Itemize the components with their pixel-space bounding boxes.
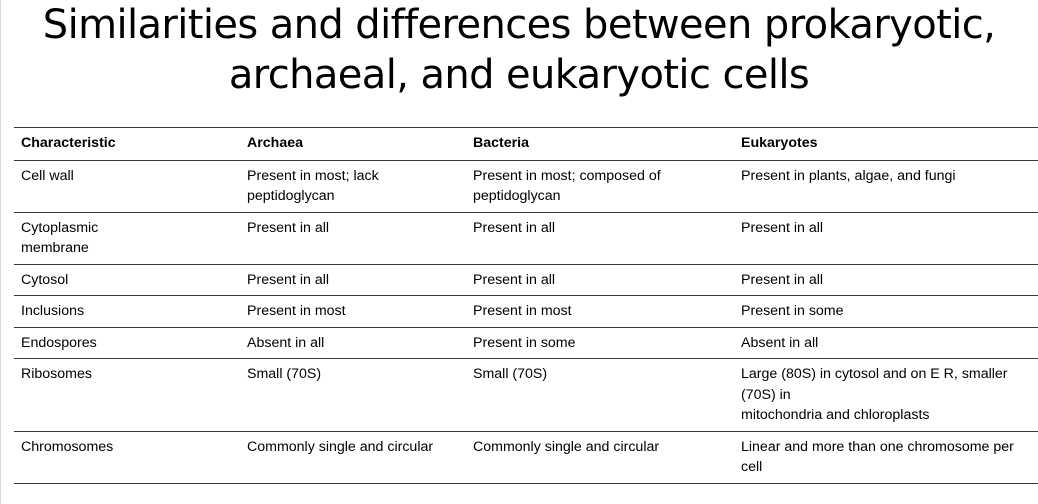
table-row xyxy=(14,212,1038,264)
archaea-cell: Small (70S) xyxy=(240,359,466,432)
row-characteristic-cell: Ribosomes xyxy=(14,359,240,432)
row-characteristic-cell: Cell wall xyxy=(14,160,240,212)
eukaryotes-cell: Linear and more than one chromosome per cell xyxy=(734,431,1038,483)
archaea-cell: Present in most; lack peptidoglycan xyxy=(240,160,466,212)
archaea-cell: Present in all xyxy=(240,264,466,296)
slide-title xyxy=(20,0,1018,100)
header-bacteria: Bacteria xyxy=(466,128,734,161)
slide-title-line-1: Similarities and differences between prokaryotic, xyxy=(42,2,996,48)
table-row xyxy=(14,296,1038,328)
eukaryotes-cell: Present in all xyxy=(734,264,1038,296)
header-eukaryotes: Eukaryotes xyxy=(734,128,1038,161)
row-characteristic-cell: Cytosol xyxy=(14,264,240,296)
eukaryotes-cell: Absent in all xyxy=(734,327,1038,359)
archaea-cell: Absent in all xyxy=(240,327,466,359)
archaea-cell: Commonly single and circular xyxy=(240,431,466,483)
table-row xyxy=(14,431,1038,483)
row-characteristic-cell: Chromosomes xyxy=(14,431,240,483)
row-characteristic-cell: Cytoplasmic membrane xyxy=(14,212,240,264)
header-characteristic: Characteristic xyxy=(14,128,240,161)
comparison-table xyxy=(14,127,1038,484)
table-row xyxy=(14,264,1038,296)
table-row xyxy=(14,160,1038,212)
table-row xyxy=(14,359,1038,432)
eukaryotes-cell: Present in plants, algae, and fungi xyxy=(734,160,1038,212)
bacteria-cell: Present in most xyxy=(466,296,734,328)
bacteria-cell: Small (70S) xyxy=(466,359,734,432)
eukaryotes-cell: Large (80S) in cytosol and on E R, smaller (70S) in mitochondria and chloroplasts xyxy=(734,359,1038,432)
bacteria-cell: Present in all xyxy=(466,212,734,264)
archaea-cell: Present in all xyxy=(240,212,466,264)
eukaryotes-cell: Present in all xyxy=(734,212,1038,264)
row-characteristic-cell: Inclusions xyxy=(14,296,240,328)
bacteria-cell: Commonly single and circular xyxy=(466,431,734,483)
bacteria-cell: Present in all xyxy=(466,264,734,296)
bacteria-cell: Present in some xyxy=(466,327,734,359)
slide-left-edge xyxy=(0,0,1,504)
header-archaea: Archaea xyxy=(240,128,466,161)
table-row xyxy=(14,327,1038,359)
slide-title-line-2: archaeal, and eukaryotic cells xyxy=(228,52,810,98)
table-header-row xyxy=(14,128,1038,161)
eukaryotes-cell: Present in some xyxy=(734,296,1038,328)
archaea-cell: Present in most xyxy=(240,296,466,328)
row-characteristic-cell: Endospores xyxy=(14,327,240,359)
bacteria-cell: Present in most; composed of peptidoglycan xyxy=(466,160,734,212)
